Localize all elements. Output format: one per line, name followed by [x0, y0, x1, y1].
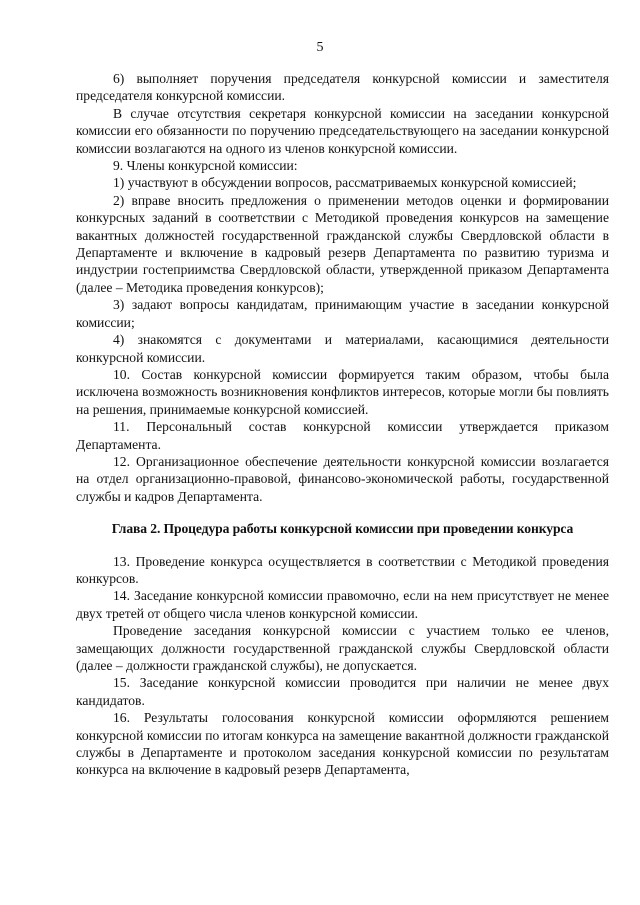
chapter-heading: Глава 2. Процедура работы конкурсной комиссии при проведении конкурса [111, 521, 574, 537]
paragraph-section-10: 10. Состав конкурсной комиссии формируется таким образом, чтобы была исключена возможность возникновения конфликтов интересов, которые могли бы повлиять на решения, принимаемые конкурсной комиссией. [76, 366, 609, 417]
paragraph-section-9: 9. Члены конкурсной комиссии: [113, 158, 298, 174]
paragraph-section-12: 12. Организационное обеспечение деятельности конкурсной комиссии возлагается на отдел организационно-правовой, финансово-экономической работы, государственной службы и кадров Департамента. [76, 453, 609, 504]
paragraph-section-13: 13. Проведение конкурса осуществляется в соответствии с Методикой проведения конкурсов. [76, 553, 609, 586]
paragraph-section-11: 11. Персональный состав конкурсной комиссии утверждается приказом Департамента. [76, 419, 609, 452]
paragraph-item-6: 6) выполняет поручения председателя конкурсной комиссии и заместителя председателя конкурсной комиссии. [76, 71, 609, 104]
document-body [76, 70, 609, 779]
paragraph-item-1: 1) участвуют в обсуждении вопросов, рассматриваемых конкурсной комиссией; [113, 175, 577, 191]
paragraph-item-4: 4) знакомятся с документами и материалами, касающимися деятельности конкурсной комиссии. [76, 332, 609, 365]
paragraph-members-only: Проведение заседания конкурсной комиссии с участием только ее членов, замещающих должности государственной гражданской службы Свердловской области (далее – должности гражданской службы), не допускается. [76, 623, 609, 673]
paragraph-secretary-absence: В случае отсутствия секретаря конкурсной комиссии на заседании конкурсной комиссии его обязанности по поручению председательствующего на заседании конкурсной комиссии возлагаются на одного из членов конкурсной комиссии. [76, 105, 609, 156]
paragraph-section-16: 16. Результаты голосования конкурсной комиссии оформляются решением конкурсной комиссии по итогам конкурса на замещение вакантной должности гражданской службы в Департаменте и протоколом заседания конкурсной комиссии по результатам конкурса на включение в кадровый резерв Департамента, [76, 710, 609, 778]
page-number: 5 [316, 40, 324, 55]
paragraph-section-15: 15. Заседание конкурсной комиссии проводится при наличии не менее двух кандидатов. [76, 675, 609, 708]
paragraph-item-3: 3) задают вопросы кандидатам, принимающим участие в заседании конкурсной комиссии; [76, 297, 609, 330]
paragraph-section-14: 14. Заседание конкурсной комиссии правомочно, если на нем присутствует не менее двух третей от общего числа членов конкурсной комиссии. [76, 588, 609, 621]
paragraph-item-2: 2) вправе вносить предложения о применении методов оценки и формировании конкурсных заданий в соответствии с Методикой проведения конкурсов на замещение вакантных должностей государственной гражданской службы Свердловской области в Департаменте и включение в кадровый резерв Департамента по развитию туризма и индустрии гостеприимства Свердловской области, утвержденной приказом Департамента (далее – Методика проведения конкурсов); [76, 192, 609, 295]
